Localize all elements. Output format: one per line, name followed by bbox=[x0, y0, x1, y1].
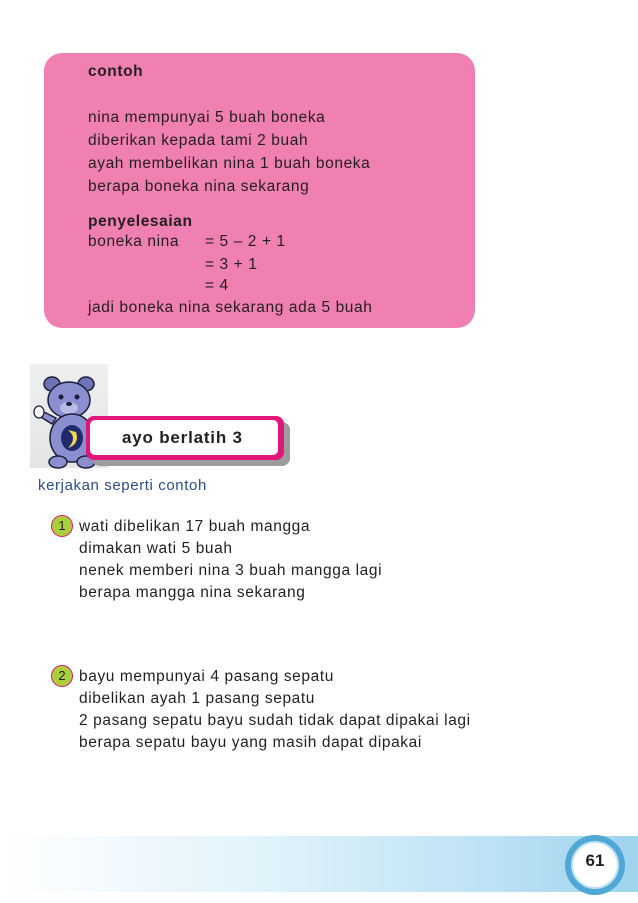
question-line: dibelikan ayah 1 pasang sepatu bbox=[79, 690, 316, 707]
question-line: bayu mempunyai 4 pasang sepatu bbox=[79, 668, 334, 685]
solution-step: = 4 bbox=[205, 277, 229, 294]
question-number-badge: 1 bbox=[51, 515, 73, 537]
question-line: wati dibelikan 17 buah mangga bbox=[79, 518, 311, 535]
exercise-title: ayo berlatih 3 bbox=[122, 428, 243, 447]
example-heading: contoh bbox=[88, 63, 144, 80]
question-line: berapa mangga nina sekarang bbox=[79, 584, 306, 601]
solution-conclusion: jadi boneka nina sekarang ada 5 buah bbox=[88, 299, 373, 316]
example-line: ayah membelikan nina 1 buah boneka bbox=[88, 155, 371, 172]
question-line: berapa sepatu bayu yang masih dapat dipakai bbox=[79, 734, 422, 751]
footer-band bbox=[0, 836, 638, 892]
exercise-instruction: kerjakan seperti contoh bbox=[38, 477, 207, 494]
page-number: 61 bbox=[585, 851, 605, 870]
example-line: berapa boneka nina sekarang bbox=[88, 178, 310, 195]
question-line: 2 pasang sepatu bayu sudah tidak dapat dipakai lagi bbox=[79, 712, 471, 729]
solution-heading: penyelesaian bbox=[88, 213, 193, 230]
question-line: nenek memberi nina 3 buah mangga lagi bbox=[79, 562, 383, 579]
example-line: diberikan kepada tami 2 buah bbox=[88, 132, 309, 149]
example-line: nina mempunyai 5 buah boneka bbox=[88, 109, 326, 126]
solution-label: boneka nina bbox=[88, 233, 180, 250]
solution-step: = 5 – 2 + 1 bbox=[205, 233, 286, 250]
question-number-badge: 2 bbox=[51, 665, 73, 687]
question-line: dimakan wati 5 buah bbox=[79, 540, 233, 557]
solution-step: = 3 + 1 bbox=[205, 256, 258, 273]
